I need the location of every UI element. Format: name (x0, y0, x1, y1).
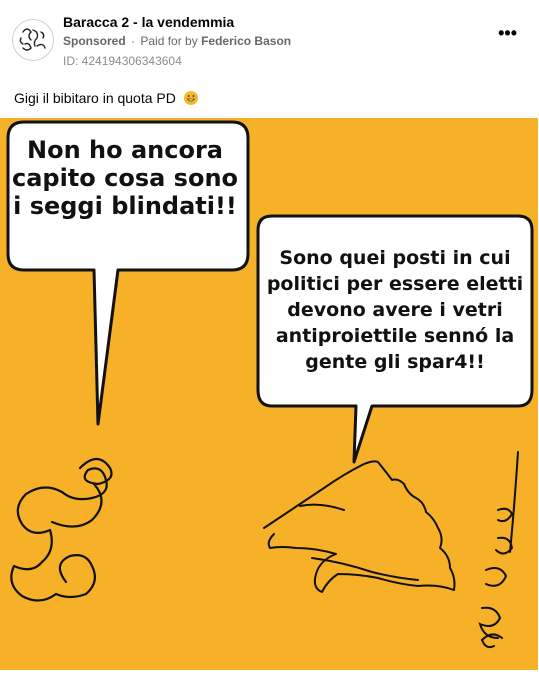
caption-text: Gigi il bibitaro in quota PD (14, 90, 176, 106)
paid-for-label: Paid for by (140, 34, 198, 48)
left-bubble-text: Non ho ancora capito cosa sono i seggi blindati!! (11, 136, 239, 220)
post-caption (14, 90, 198, 106)
page-avatar[interactable] (12, 19, 54, 61)
separator-dot: · (131, 34, 136, 48)
doodle-avatar-icon (13, 20, 53, 60)
sponsored-label: Sponsored (63, 34, 126, 48)
card-bottom-spacer (0, 670, 538, 678)
left-character-scribble (11, 459, 111, 601)
right-character-scribble (264, 461, 455, 592)
signature-scribble (480, 452, 518, 647)
right-bubble-text: Sono quei posti in cui politici per essere eletti devono avere i vetri antiproiettile sennó la gente gli spar4!! (266, 247, 524, 373)
page-name-link[interactable]: Baracca 2 - la vendemmia (63, 14, 235, 30)
grinning-face-emoji-icon (184, 91, 198, 105)
sponsorship-line (63, 34, 291, 48)
payer-name[interactable]: Federico Bason (201, 34, 292, 48)
more-options-button[interactable]: ••• (498, 23, 517, 43)
ad-id: ID: 424194306343604 (63, 54, 182, 68)
